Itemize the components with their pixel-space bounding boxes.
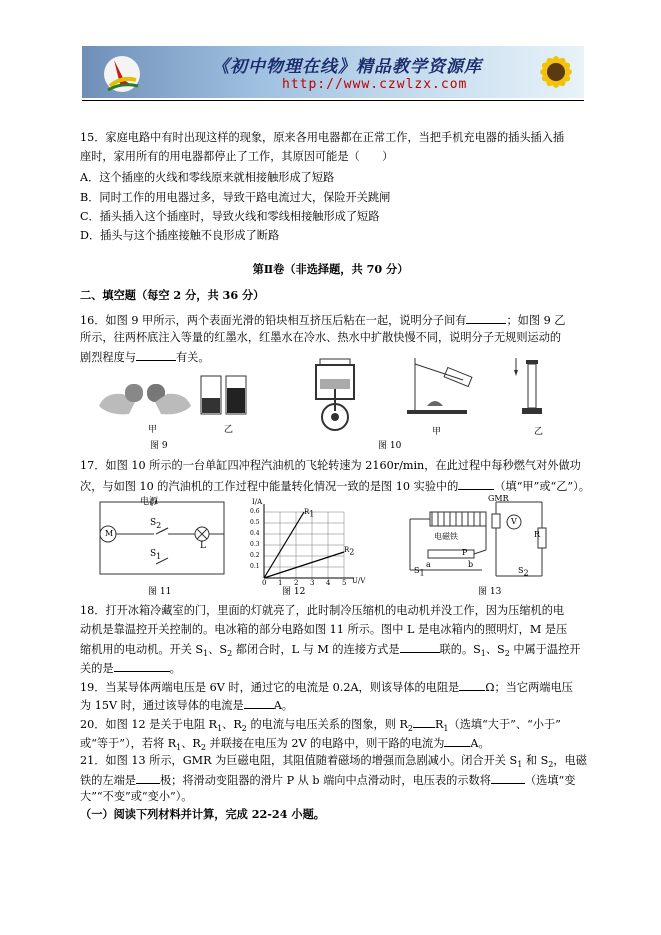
- fig12-r2-label: $R_2$: [344, 546, 355, 557]
- q16-text-a: 16．如图 9 甲所示，两个表面光滑的铅块相互挤压后粘在一起，说明分子间有: [80, 314, 467, 327]
- q15-option-b: B．同时工作的用电器过多，导致干路电流过大，保险开关跳闸: [80, 191, 391, 204]
- fig13-caption: 图 13: [478, 587, 502, 597]
- q15-line1: 15．家庭电路中有时出现这样的现象，原来各用电器都在正常工作，当把手机充电器的插头插入插: [80, 131, 565, 144]
- fig13-s2-label: $S_2$: [518, 566, 529, 578]
- fig13-r-label: R: [534, 530, 541, 539]
- fig12-y-tick: 0.1: [250, 563, 260, 570]
- fig13-a-label: a: [426, 560, 431, 569]
- q20-blank-1: [413, 716, 435, 728]
- fig10-caption: 图 10: [378, 441, 402, 451]
- fig13-p-label: P: [462, 548, 468, 557]
- q21-blank-1: [136, 772, 160, 784]
- fig13-magnet-label: 电磁铁: [434, 532, 458, 541]
- q16-text-c: 剧烈程度与: [80, 351, 136, 364]
- fig10-engine: [300, 355, 372, 433]
- fig9-yi-label: 乙: [224, 425, 234, 435]
- fig13-b-label: b: [468, 560, 474, 569]
- fig11-power-label: 电源: [140, 497, 159, 507]
- fill-in-heading: 二、填空题（每空 2 分，共 36 分）: [80, 288, 265, 302]
- fig12-y-tick: 0.5: [250, 519, 260, 526]
- fig12-x-tick: 2: [294, 579, 299, 587]
- q15-option-c: C．插头插入这个插座时，导致火线和零线相接触形成了短路: [80, 210, 380, 223]
- q18-blank-1: [400, 641, 440, 653]
- q18-line3: 缩机用的电动机。开关 $S_1$、$S_2$ 都闭合时，L 与 M 的连接方式是 联的。$S_1$、$S_2$ 中属于温控开: [80, 643, 581, 659]
- header-banner: [82, 46, 584, 98]
- fig12-caption: 图 12: [282, 587, 306, 597]
- q16-text-b: ；如图 9 乙: [506, 314, 566, 327]
- fig11-s1-label: $S_1$: [150, 549, 162, 561]
- q20-line2: 或“等于”），若将 $R_1$、$R_2$ 并联接在电压为 2V 的电路中，则干路的电流为 A。: [80, 737, 490, 753]
- fig12-y-tick: 0.3: [250, 541, 260, 548]
- fig10-jia-label: 甲: [432, 427, 442, 437]
- fig10-piston-tube: [508, 356, 548, 420]
- fig11-caption: 图 11: [148, 587, 172, 597]
- fig11-lamp-label: L: [200, 541, 206, 551]
- q17-line1: 17．如图 10 所示的一台单缸四冲程汽油机的飞轮转速为 2160r/min，在此过程中每秒燃气对外做功: [80, 459, 581, 472]
- q21-blank-2: [491, 772, 525, 784]
- fig13-voltmeter-label: V: [511, 517, 517, 526]
- q18-line1: 18．打开冰箱冷藏室的门，里面的灯就亮了，此时制冷压缩机的电动机并没工作，因为压缩机的电: [80, 604, 565, 617]
- q17-blank: [458, 478, 494, 490]
- q15-option-a: A．这个插座的火线和零线原来就相接触形成了短路: [80, 171, 335, 184]
- fig10-steam-experiment: [405, 354, 485, 416]
- q16-line2: 所示，往两杯底注入等量的红墨水，红墨水在冷水、热水中扩散快慢不同，说明分子无规则运动的: [80, 331, 562, 344]
- q16-line3: [80, 349, 210, 365]
- fig12-x-tick: 4: [326, 579, 331, 587]
- q21-line3: 大”“不变”或“变小”）。: [80, 790, 193, 803]
- fig13-gmr-label: GMR: [488, 494, 509, 503]
- fig12-y-axis-label: I/A: [252, 498, 263, 506]
- header-title: 《初中物理在线》精品教学资源库: [212, 57, 482, 77]
- header-rule: [82, 100, 584, 101]
- sunflower-icon: [514, 46, 584, 98]
- q20-line1: 20．如图 12 是关于电阻 $R_1$、$R_2$ 的电流与电压关系的图象，则 $R_2$ $R_1$（选填“大于”、“小于”: [80, 718, 561, 734]
- q15-option-d: D．插头与这个插座接触不良形成了断路: [80, 229, 280, 242]
- fig9-jia-label: 甲: [148, 425, 158, 435]
- fig12-r1-label: $R_1$: [304, 508, 315, 519]
- fig12-y-tick: 0.2: [250, 552, 260, 559]
- fig12-y-tick: 0.4: [250, 530, 260, 537]
- q15-line2: 座时，家用所有的用电器都停止了工作，其原因可能是（ ）: [80, 150, 394, 163]
- fig9-lead-blocks: [95, 372, 195, 418]
- fig12-x-tick: 1: [278, 579, 283, 587]
- q18-line4: 关的是 。: [80, 662, 181, 675]
- q21-line2: 铁的左端是 极；将滑动变阻器的滑片 P 从 b 端向中点滑动时，电压表的示数将 （选填“变: [80, 774, 576, 787]
- q16-blank-2: [136, 349, 176, 361]
- q21-line1: 21．如图 13 所示，GMR 为巨磁电阻，其阻值随着磁场的增强而急剧减小。闭合开关 $S_1$ 和 $S_2$，电磁: [80, 754, 587, 770]
- fig11-motor-label: M: [105, 529, 114, 538]
- q16-line1: [80, 312, 565, 328]
- section-2-heading: 第Ⅱ卷（非选择题，共 70 分）: [252, 262, 409, 276]
- fig12-x-axis-label: U/V: [352, 577, 366, 585]
- fig13-s1-label: $S_1$: [414, 566, 425, 578]
- q17-line2: [80, 478, 590, 494]
- q19-line2: 为 15V 时，通过该导体的电流是 A。: [80, 699, 293, 712]
- q19-blank-2: [244, 697, 274, 709]
- q16-blank-1: [466, 312, 506, 324]
- q18-blank-2: [114, 660, 170, 672]
- q17-text-a: 次，与如图 10 的汽油机的工作过程中能量转化情况一致的是图 10 实验中的: [80, 480, 459, 493]
- fig12-x-tick: 3: [310, 579, 315, 587]
- q20-blank-2: [444, 735, 470, 747]
- q16-text-d: 有关。: [175, 351, 210, 364]
- fig12-y-tick: 0.6: [250, 508, 260, 515]
- q18-line2: 动机是靠温控开关控制的。电冰箱的部分电路如图 11 所示。图中 L 是电冰箱内的照明灯，M 是压: [80, 623, 568, 636]
- q17-text-b: （填“甲”或“乙”）。: [494, 480, 590, 493]
- fig9-caption: 图 9: [150, 441, 168, 451]
- q19-line1: 19．当某导体两端电压是 6V 时，通过它的电流是 0.2A，则该导体的电阻是 Ω；当它两端电压: [80, 681, 573, 694]
- header-url: http://www.czwlzx.com: [282, 77, 468, 92]
- fig11-s2-label: $S_2$: [150, 518, 162, 530]
- logo-icon: [100, 50, 144, 94]
- reading-heading: （一）阅读下列材料并计算，完成 22-24 小题。: [80, 807, 325, 821]
- fig10-yi-label: 乙: [534, 427, 544, 437]
- q19-blank-1: [459, 679, 485, 691]
- fig12-x-tick: 5: [342, 579, 347, 587]
- fig9-beakers: [198, 370, 250, 418]
- fig12-x-tick: 0: [262, 579, 267, 587]
